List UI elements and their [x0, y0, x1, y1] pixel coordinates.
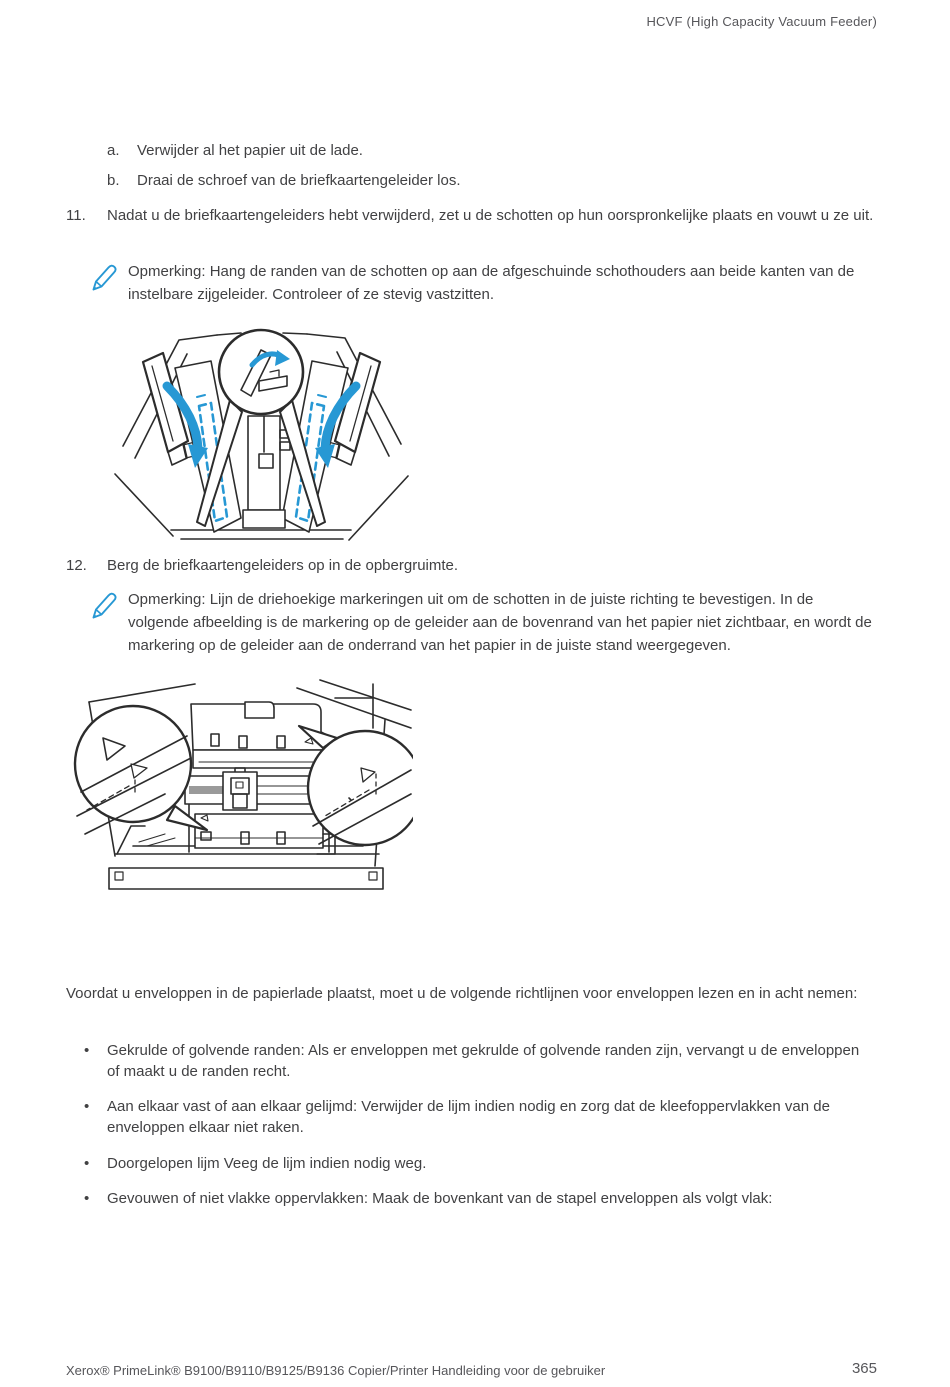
substep-a-text: Verwijder al het papier uit de lade.	[137, 142, 363, 159]
bullet-text: Doorgelopen lijm Veeg de lijm indien nodig weg.	[107, 1155, 427, 1172]
step-12-text: Berg de briefkaartengeleiders op in de opbergruimte.	[107, 557, 459, 574]
note-2	[90, 588, 876, 657]
schotten-plaatsen-illustration	[113, 324, 410, 546]
bullet-text: Gekrulde of golvende randen: Als er enveloppen met gekrulde of golvende randen zijn, vervangt u de enveloppen of maakt u de randen recht.	[107, 1042, 860, 1080]
step-11-text: Nadat u de briefkaartengeleiders hebt verwijderd, zet u de schotten op hun oorspronkelijke plaats en vouwt u ze uit.	[107, 207, 874, 224]
markering-uitlijnen-illustration	[73, 676, 413, 894]
bullet-aan-elkaar-vast	[84, 1096, 870, 1138]
substep-b-text: Draai de schroef van de briefkaartengeleider los.	[137, 172, 461, 189]
step-12-number: 12.	[66, 557, 87, 574]
bullet-marker: •	[84, 1042, 90, 1059]
step-11-number: 11.	[66, 207, 86, 224]
step-11	[66, 205, 875, 226]
bullet-marker: •	[84, 1098, 90, 1115]
note-1	[90, 260, 876, 306]
bullet-gekrulde-randen	[84, 1040, 870, 1082]
substep-b	[107, 170, 897, 191]
footer-page-number: 365	[851, 1360, 877, 1377]
footer-document-title: Xerox® PrimeLink® B9100/B9110/B9125/B9136 Copier/Printer Handleiding voor de gebruiker	[66, 1363, 606, 1378]
bullet-text: Aan elkaar vast of aan elkaar gelijmd: Verwijder de lijm indien nodig en zorg dat de kleefoppervlakken van de enveloppen elkaar niet raken.	[107, 1098, 830, 1136]
step-12	[66, 555, 875, 576]
envelope-intro-paragraph: Voordat u enveloppen in de papierlade plaatst, moet u de volgende richtlijnen voor enveloppen lezen en in acht nemen:	[66, 985, 858, 1002]
bullet-gevouwen-oppervlakken	[84, 1188, 870, 1209]
note-2-text: Opmerking: Lijn de driehoekige markeringen uit om de schotten in de juiste richting te bevestigen. In de volgende afbeelding is de markering op de geleider aan de bovenrand van het papier niet zichtbaar, en wordt de markering op de geleider aan de onderrand van het papier in de juiste stand weergegeven.	[128, 591, 872, 654]
bullet-marker: •	[84, 1190, 90, 1207]
bullet-doorgelopen-lijm	[84, 1153, 870, 1174]
substep-a	[107, 140, 897, 161]
bullet-marker: •	[84, 1155, 90, 1172]
substep-b-label: b.	[107, 172, 120, 189]
note-pencil-icon	[90, 260, 128, 293]
note-pencil-icon	[90, 588, 128, 621]
running-header: HCVF (High Capacity Vacuum Feeder)	[646, 14, 877, 29]
bullet-text: Gevouwen of niet vlakke oppervlakken: Maak de bovenkant van de stapel enveloppen als volgt vlak:	[107, 1190, 773, 1207]
note-1-text: Opmerking: Hang de randen van de schotten op aan de afgeschuinde schothouders aan beide kanten van de instelbare zijgeleider. Controleer of ze stevig vastzitten.	[128, 263, 855, 303]
substep-a-label: a.	[107, 142, 120, 159]
